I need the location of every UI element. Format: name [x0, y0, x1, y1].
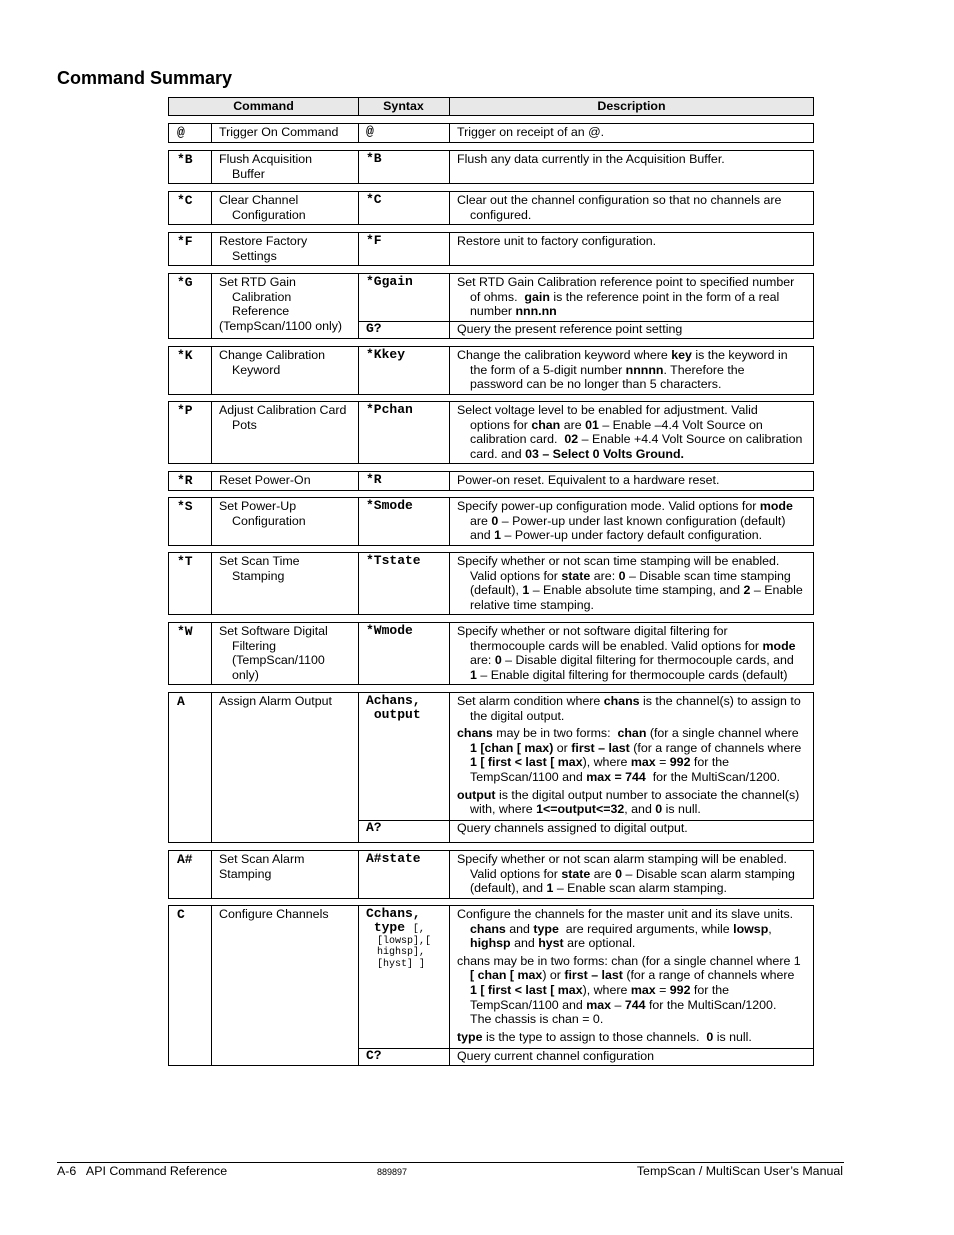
command-syntax: *Kkey	[366, 347, 406, 362]
header-command: Command	[169, 98, 359, 115]
command-syntax: @	[366, 124, 374, 139]
command-row-configure-channels	[168, 905, 814, 1066]
command-code: *C	[177, 193, 193, 208]
command-code: *F	[177, 234, 193, 249]
command-row-a-hash	[168, 850, 814, 899]
command-code: @	[177, 125, 185, 140]
command-description: Specify power-up configuration mode. Valid options for mode are 0 – Power-up under last known configuration (default) and 1 – Power-up under factory default configuration.	[457, 499, 793, 543]
command-row-a	[168, 692, 814, 843]
command-name: Set Software Digital Filtering (TempScan/1100 only)	[219, 624, 328, 682]
command-name: Set RTD Gain Calibration Reference (TempScan/1100 only)	[219, 275, 343, 333]
command-syntax: *Ggain	[366, 274, 413, 289]
command-row-at	[168, 123, 814, 143]
command-description: Trigger on receipt of an @.	[457, 125, 605, 139]
command-syntax: *Pchan	[366, 402, 413, 417]
command-code: A#	[177, 852, 193, 867]
command-row-w	[168, 622, 814, 685]
query-description: Query current channel configuration	[457, 1049, 654, 1063]
command-name: Trigger On Command	[219, 125, 339, 139]
command-row-s	[168, 497, 814, 546]
command-name: Flush Acquisition Buffer	[219, 152, 312, 181]
command-code: *W	[177, 624, 193, 639]
command-code: A	[177, 694, 185, 709]
command-syntax: *Smode	[366, 498, 413, 513]
command-name: Set Scan Alarm Stamping	[219, 852, 305, 881]
command-row-b	[168, 150, 814, 184]
query-syntax: A?	[366, 820, 382, 835]
command-syntax: *Tstate	[366, 553, 421, 568]
command-code: *T	[177, 554, 193, 569]
command-code: *B	[177, 152, 193, 167]
command-name: Change Calibration Keyword	[219, 348, 326, 377]
command-syntax: *C	[366, 192, 382, 207]
command-name: Set Scan Time Stamping	[219, 554, 300, 583]
query-description: Query channels assigned to digital output.	[457, 821, 688, 835]
command-row-f	[168, 232, 814, 266]
command-syntax: Cchans, type [, [lowsp],[ highsp], [hyst] ]	[366, 906, 432, 970]
command-name: Assign Alarm Output	[219, 694, 332, 708]
command-description: Set alarm condition where chans is the channel(s) to assign to the digital output. chans may be in two forms: chan (for a single channel where 1 [chan [ max) or first – last (for a range of channels where 1 [ first < last [ max), where max = 992 for the TempScan/1100 and max = 744 for the MultiScan/1200. output is the digital output number to associate the channel(s) with, where 1<=output<=32, and 0 is null.	[457, 694, 802, 817]
command-description: Specify whether or not software digital filtering for thermocouple cards will be enabled. Valid options for mode are: 0 – Disable digital filtering for thermocouple cards, and 1 – Enable digital filtering for thermocouple cards (default)	[457, 624, 796, 682]
command-syntax: *F	[366, 233, 382, 248]
command-code: *R	[177, 473, 193, 488]
command-code: C	[177, 907, 185, 922]
command-row-c	[168, 191, 814, 225]
command-name: Configure Channels	[219, 907, 329, 921]
table-header	[168, 97, 814, 116]
command-row-k	[168, 346, 814, 395]
header-syntax: Syntax	[358, 98, 450, 115]
command-syntax: Achans, output	[366, 693, 421, 722]
command-description: Configure the channels for the master unit and its slave units. chans and type are required arguments, while lowsp, highsp and hyst are optional. chans may be in two forms: chan (for a single channel where 1 [ chan [ max) or first – last (for a range of channels where 1 [ first < last [ max), where max = 992 for the TempScan/1100 and max – 744 for the MultiScan/1200. The chassis is chan = 0. type is the type to assign to those channels. 0 is null.	[457, 907, 801, 1044]
header-description: Description	[597, 99, 666, 113]
command-description: Restore unit to factory configuration.	[457, 234, 657, 248]
footer-document-number: 889897	[377, 1167, 408, 1177]
command-row-g	[168, 273, 814, 339]
command-syntax: *R	[366, 472, 382, 487]
command-description: Specify whether or not scan alarm stamping will be enabled. Valid options for state are 0 – Disable scan alarm stamping (default), and 1 – Enable scan alarm stamping.	[457, 852, 795, 896]
command-description: Power-on reset. Equivalent to a hardware reset.	[457, 473, 720, 487]
footer-left: A-6 API Command Reference	[57, 1164, 228, 1178]
command-code: *K	[177, 348, 193, 363]
command-name: Reset Power-On	[219, 473, 311, 487]
command-description: Flush any data currently in the Acquisition Buffer.	[457, 152, 725, 166]
command-row-r	[168, 471, 814, 491]
query-syntax: C?	[366, 1048, 382, 1063]
command-name: Set Power-Up Configuration	[219, 499, 306, 528]
command-name: Adjust Calibration Card Pots	[219, 403, 347, 432]
command-code: *G	[177, 275, 193, 290]
query-syntax: G?	[366, 321, 382, 336]
command-description: Set RTD Gain Calibration reference point to specified number of ohms. gain is the reference point in the form of a real number nnn.nn	[457, 275, 795, 319]
command-name: Clear Channel Configuration	[219, 193, 306, 222]
command-syntax: *Wmode	[366, 623, 413, 638]
command-row-t	[168, 552, 814, 615]
command-description: Clear out the channel configuration so that no channels are configured.	[457, 193, 782, 222]
query-description: Query the present reference point setting	[457, 322, 683, 336]
command-syntax: A#state	[366, 851, 421, 866]
command-description: Select voltage level to be enabled for adjustment. Valid options for chan are 01 – Enable –4.4 Volt Source on calibration card. 02 – Enable +4.4 Volt Source on calibration card. and 03 – Select 0 Volts Ground.	[457, 403, 803, 461]
command-description: Change the calibration keyword where key is the keyword in the form of a 5-digit number nnnnn. Therefore the password can be no longer than 5 characters.	[457, 348, 788, 392]
page-title: Command Summary	[57, 68, 233, 88]
command-code: *S	[177, 499, 193, 514]
footer-rule	[57, 1162, 844, 1163]
command-syntax: *B	[366, 151, 382, 166]
command-name: Restore Factory Settings	[219, 234, 308, 263]
command-description: Specify whether or not scan time stamping will be enabled. Valid options for state are: 0 – Disable scan time stamping (default), 1 – Enable absolute time stamping, and 2 – Enable relative time stamping.	[457, 554, 803, 612]
command-code: *P	[177, 403, 193, 418]
footer-right: TempScan / MultiScan User’s Manual	[636, 1164, 843, 1178]
command-row-p	[168, 401, 814, 464]
